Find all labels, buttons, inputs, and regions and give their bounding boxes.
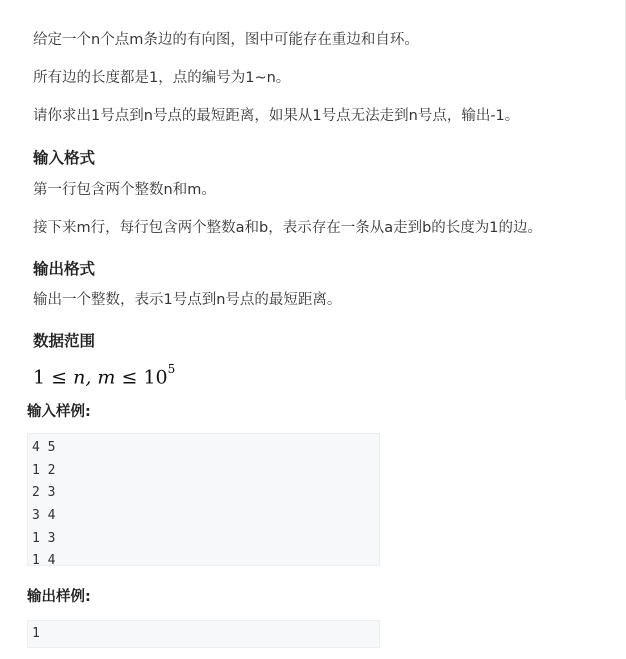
- sample-output-line: 1: [32, 626, 40, 641]
- sample-output-heading: 输出样例:: [27, 589, 91, 605]
- data-range-heading: 数据范围: [33, 332, 96, 350]
- formula-le-symbol-2: ≤: [121, 366, 138, 389]
- sample-input-heading: 输入样例:: [27, 404, 91, 420]
- problem-description-line-2: 所有边的长度都是1，点的编号为1~n。: [33, 70, 291, 86]
- formula-le-symbol: ≤: [51, 366, 68, 389]
- sample-input-line: 1 3: [32, 530, 56, 546]
- sample-input-line: 1 2: [32, 462, 56, 478]
- sample-input-line: 2 3: [32, 485, 56, 501]
- input-format-line-2: 接下来m行，每行包含两个整数a和b，表示存在一条从a走到b的长度为1的边。: [33, 220, 543, 236]
- formula-variables: n, m: [73, 366, 116, 389]
- data-range-formula: [33, 359, 175, 390]
- formula-lower-bound: 1: [33, 366, 46, 389]
- input-format-line-1: 第一行包含两个整数n和m。: [33, 182, 216, 198]
- sample-input-line: 1 4: [32, 553, 56, 569]
- problem-description-line-1: 给定一个n个点m条边的有向图，图中可能存在重边和自环。: [33, 32, 419, 48]
- output-format-line-1: 输出一个整数，表示1号点到n号点的最短距离。: [33, 292, 342, 308]
- sample-input-line: 4 5: [32, 440, 56, 455]
- output-format-heading: 输出格式: [33, 260, 96, 278]
- sample-output-code-block[interactable]: [27, 620, 380, 648]
- input-format-heading: 输入格式: [33, 149, 96, 167]
- formula-upper-base: 10: [143, 366, 168, 389]
- problem-description-line-3: 请你求出1号点到n号点的最短距离，如果从1号点无法走到n号点，输出-1。: [33, 108, 520, 124]
- sample-input-line: 3 4: [32, 508, 56, 524]
- sample-input-code-block[interactable]: [27, 433, 380, 569]
- formula-upper-exponent: 5: [167, 362, 176, 376]
